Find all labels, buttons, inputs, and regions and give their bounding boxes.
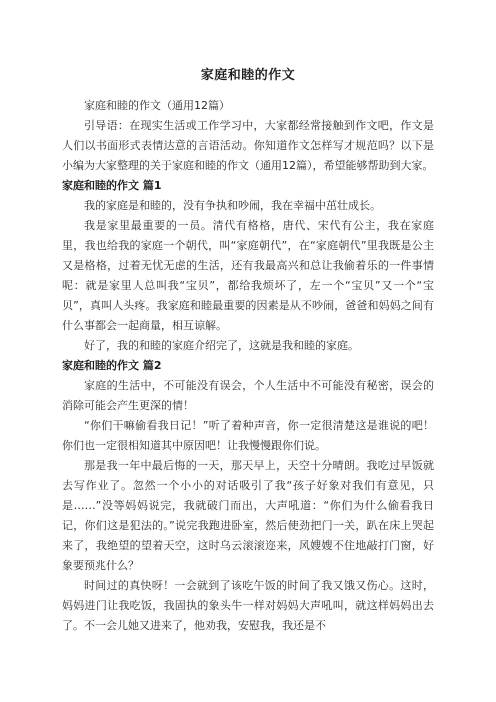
document-title: 家庭和睦的作文 [200,68,296,83]
body-paragraph: 我的家庭是和睦的，没有争执和吵闹，我在幸福中茁壮成长。 [84,199,381,212]
body-paragraph: 好了，我的和睦的家庭介绍完了，这就是我和睦的家庭。 [84,339,359,352]
body-paragraph: 时间过的真快呀！一会就到了该吃午饭的时间了我又饿又伤心。这时，妈妈进门让我吃饭，我固执的象头牛一样对妈妈大声吼叫，就这样妈妈出去了。不一会儿她又进来了，他劝我，安慰我，我还是不 [62,579,434,632]
document-body [62,96,434,636]
body-paragraph: “你们干嘛偷看我日记！”听了着种声音，你一定很清楚这是谁说的吧！你们也一定很相知道其中原因吧！让我慢慢跟你们说。 [62,419,434,452]
section-heading: 家庭和睦的作文 篇1 [62,179,162,192]
body-paragraph: 引导语：在现实生活或工作学习中，大家都经常接触到作文吧，作文是人们以书面形式表情达意的言语活动。你知道作文怎样写才规范吗？以下是小编为大家整理的关于家庭和睦的作文（通用12篇），希望能够帮助到大家。 [62,119,434,172]
body-paragraph: 家庭和睦的作文（通用12篇） [84,99,230,112]
body-paragraph: 那是我一年中最后悔的一天，那天早上，天空十分晴朗。我吃过早饭就去写作业了。忽然一个小小的对话吸引了我“孩子好象对我们有意见，只是……”没等妈妈说完，我就破门而出，大声吼道：“你们为什么偷看我日记，你们这是犯法的。”说完我跑进卧室，然后使劲把门一关，趴在床上哭起来了，我绝望的望着天空，这时乌云滚滚迩来，风嫂嫂不住地敲打门窗，好象要预兆什么？ [62,459,434,572]
body-paragraph: 家庭的生活中，不可能没有误会，个人生活中不可能没有秘密，误会的消除可能会产生更深的情！ [62,379,434,412]
section-heading: 家庭和睦的作文 篇2 [62,359,162,372]
body-paragraph: 我是家里最重要的一员。清代有格格，唐代、宋代有公主，我在家庭里，我也给我的家庭一个朝代，叫“家庭朝代”，在“家庭朝代”里我既是公主又是格格，过着无忧无虑的生活，还有我最高兴和总让我偷着乐的一件事情呢：就是家里人总叫我“宝贝”，都给我烦坏了，左一个“宝贝”又一个“宝贝”，真叫人头疼。我家庭和睦最重要的因素是从不吵闹，爸爸和妈妈之间有什么事都会一起商量，相互谅解。 [62,219,434,332]
